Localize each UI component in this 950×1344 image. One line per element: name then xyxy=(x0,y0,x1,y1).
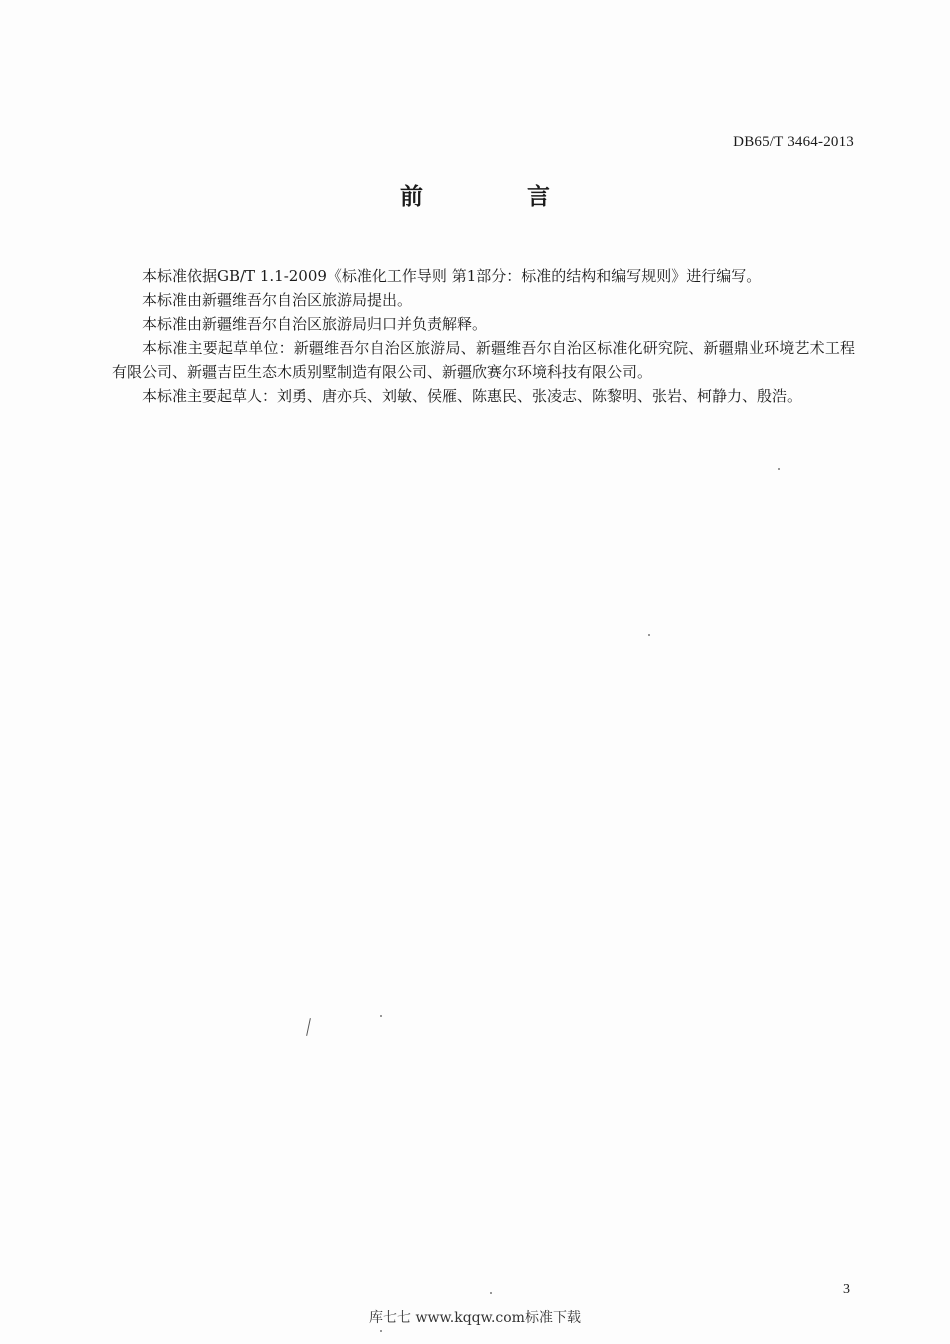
scan-mark xyxy=(306,1018,311,1036)
title-char-2: 言 xyxy=(527,184,550,210)
paragraph-drafting-basis: 本标准依据GB/T 1.1-2009《标准化工作导则 第1部分：标准的结构和编写规则》进行编写。 xyxy=(142,267,762,285)
page-number: 3 xyxy=(843,1282,850,1297)
scan-speck xyxy=(778,468,780,470)
title-char-1: 前 xyxy=(400,184,423,210)
footer-watermark: 库七七 www.kqqw.com标准下载 xyxy=(369,1310,581,1326)
standard-code: DB65/T 3464-2013 xyxy=(733,134,854,150)
page-title xyxy=(0,178,950,211)
paragraph-administrator: 本标准由新疆维吾尔自治区旅游局归口并负责解释。 xyxy=(142,315,488,333)
paragraph-proposer: 本标准由新疆维吾尔自治区旅游局提出。 xyxy=(142,291,413,309)
paragraph-drafters: 本标准主要起草人：刘勇、唐亦兵、刘敏、侯雁、陈惠民、张凌志、陈黎明、张岩、柯静力、殷浩。 xyxy=(142,387,803,405)
scan-speck xyxy=(380,1330,382,1332)
scan-speck xyxy=(490,1292,492,1294)
foreword-body xyxy=(112,264,855,408)
scan-speck xyxy=(380,1015,382,1017)
paragraph-drafting-units: 本标准主要起草单位：新疆维吾尔自治区旅游局、新疆维吾尔自治区标准化研究院、新疆鼎业环境艺术工程有限公司、新疆吉臣生态木质别墅制造有限公司、新疆欣赛尔环境科技有限公司。 xyxy=(112,339,855,381)
scan-speck xyxy=(648,634,650,636)
